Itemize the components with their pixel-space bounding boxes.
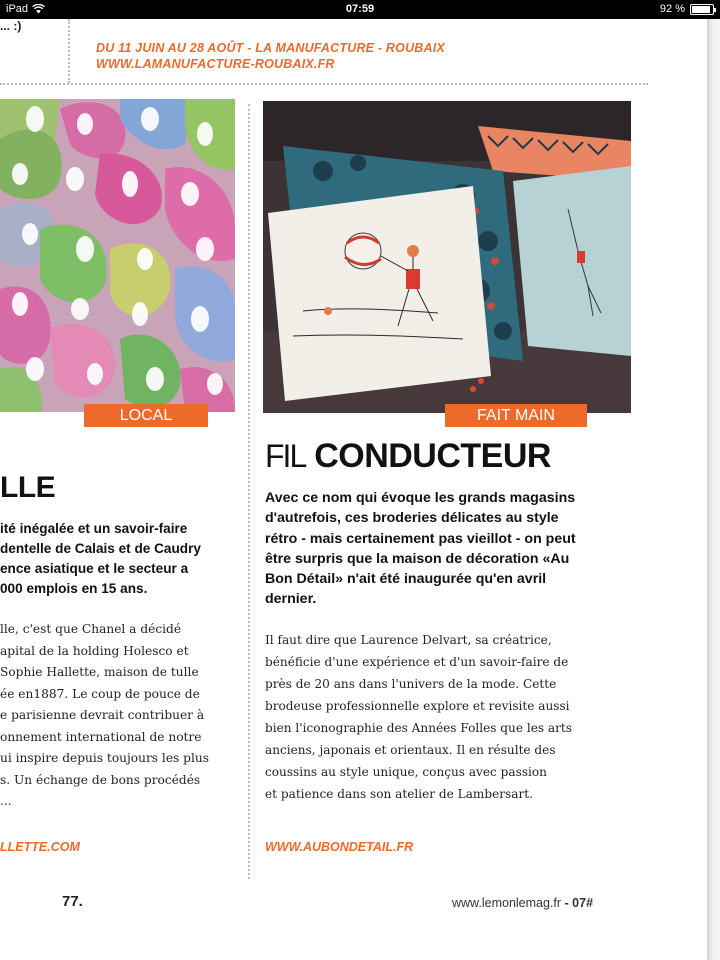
left-body-line: lle, c'est que Chanel a décidé [0,622,182,636]
left-body-line: onnement international de notre [0,729,202,744]
right-lead-line: d'autrefois, ces broderies délicates au style [265,510,559,527]
event-dates-location: DU 11 JUIN AU 28 AOÛT - LA MANUFACTURE - ROUBAIX [96,41,445,55]
left-article-body [0,619,240,813]
magazine-page [0,19,707,960]
article-title-bold: CONDUCTEUR [314,437,551,475]
footer-site [452,896,593,910]
right-body-line: Il faut dire que Laurence Delvart, sa créatrice, [265,633,552,647]
left-lead-line: dentelle de Calais et de Caudry [0,541,201,556]
right-lead-line: rétro - mais certainement pas vieillot - on peut [265,530,576,547]
textile-pattern-image [0,99,235,412]
footer-site-suffix: - 07# [561,896,594,910]
status-time: 07:59 [345,3,375,15]
status-bar [0,0,720,19]
right-article-url[interactable]: WWW.AUBONDETAIL.FR [265,840,414,854]
photo-cushions [263,101,631,413]
left-body-line: ui inspire depuis toujours les plus [0,751,209,765]
left-article-lead [0,519,240,599]
footer-site-url[interactable]: www.lemonlemag.fr [452,896,562,910]
right-body-line: et patience dans son atelier de Lambersart. [265,787,533,801]
right-lead-line: Avec ce nom qui évoque les grands magasins [265,490,576,506]
page-edge-shadow [707,19,720,960]
left-body-line: e parisienne devrait contribuer à [0,708,205,722]
photo-textile [0,99,235,412]
right-body-line: bien l'iconographie des Années Folles que les arts [265,721,572,735]
left-body-line: ... [0,794,12,808]
left-body-line: s. Un échange de bons procédés [0,772,201,787]
status-right [660,3,714,15]
left-article-url[interactable]: LLETTE.COM [0,840,80,854]
right-body-line: près de 20 ans dans l'univers de la mode. Cette [265,677,557,691]
battery-icon [690,4,714,15]
dotted-divider-horizontal [0,83,648,85]
tag-local: LOCAL [84,404,208,427]
tag-fait-main: FAIT MAIN [445,404,587,427]
left-body-line: ée en1887. Le coup de pouce de [0,686,200,701]
page-number: 77. [62,893,83,910]
left-lead-line: 000 emplois en 15 ans. [0,581,148,596]
battery-percent: 92 % [659,3,685,15]
event-url[interactable]: WWW.LAMANUFACTURE-ROUBAIX.FR [96,57,335,71]
right-body-line: bénéficie d'une expérience et d'un savoir-faire de [265,655,569,669]
dotted-divider-vertical [248,104,250,879]
cushions-image [263,101,631,413]
left-body-line: Sophie Hallette, maison de tulle [0,665,199,679]
right-body-line: brodeuse professionnelle explore et revisite aussi [265,699,570,713]
right-body-line: coussins au style unique, conçus avec passion [265,765,547,779]
left-lead-line: ence asiatique et le secteur a [0,561,189,576]
dotted-divider-top [68,19,70,83]
left-body-line: apital de la holding Holesco et [0,643,189,658]
article-title-thin: FIL [265,438,306,474]
left-article-heading: LLE [0,471,56,504]
battery-fill [692,6,710,13]
right-body-line: anciens, japonais et orientaux. Il en résulte des [265,743,556,757]
right-article-body [265,629,665,805]
right-lead-line: être surpris que la maison de décoration «Au [265,550,570,567]
right-lead-line: dernier. [265,591,317,608]
top-text-fragment: ... :) [0,19,22,33]
device-name: iPad [6,3,29,15]
left-lead-line: ité inégalée et un savoir-faire [0,521,188,536]
right-article-lead [265,488,665,610]
right-lead-line: Bon Détail» n'ait été inaugurée qu'en avril [265,571,547,588]
article-title [265,437,551,476]
